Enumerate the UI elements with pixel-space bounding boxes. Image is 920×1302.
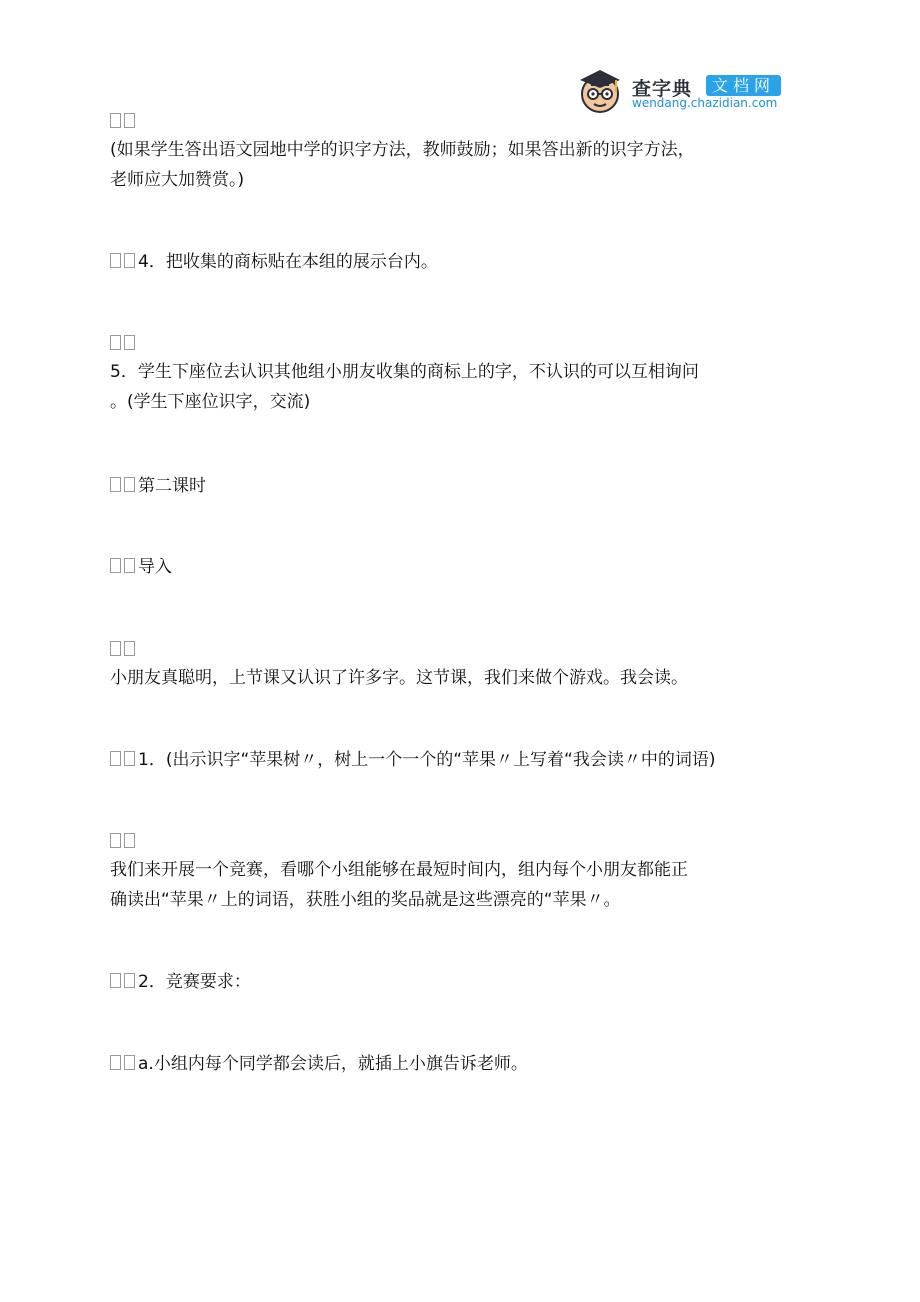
text-line: 小朋友真聪明，上节课又认识了许多字。这节课，我们来做个游戏。我会读。 [110, 668, 688, 688]
placeholder-line [110, 828, 138, 856]
placeholder-line [110, 330, 138, 358]
logo-url: wendang.chazidian.com [632, 96, 778, 110]
text-line: (如果学生答出语文园地中学的识字方法，教师鼓励；如果答出新的识字方法， [110, 140, 695, 160]
section-heading: 导入 [110, 553, 172, 581]
text-line: a.小组内每个同学都会读后，就插上小旗告诉老师。 [110, 1050, 528, 1078]
text-line: 1．(出示识字“苹果树〃，树上一个一个的“苹果〃上写着“我会读〃中的词语) [110, 746, 716, 774]
section-heading: 第二课时 [110, 472, 206, 500]
text-line: 我们来开展一个竞赛，看哪个小组能够在最短时间内，组内每个小朋友都能正 [110, 860, 688, 880]
text-line: 2．竞赛要求： [110, 968, 251, 996]
graduate-mascot-icon [576, 66, 624, 114]
site-logo [576, 66, 806, 116]
text-line: 4．把收集的商标贴在本组的展示台内。 [110, 248, 438, 276]
text-line: 确读出“苹果〃上的词语，获胜小组的奖品就是这些漂亮的“苹果〃。 [110, 890, 621, 910]
placeholder-line [110, 636, 138, 664]
placeholder-line [110, 108, 138, 136]
logo-tag: 文档网 [706, 75, 781, 96]
text-line: 老师应大加赞赏。) [110, 170, 245, 190]
logo-brand: 查字典 [632, 78, 693, 100]
text-line: 5．学生下座位去认识其他组小朋友收集的商标上的字，不认识的可以互相询问 [110, 362, 699, 382]
text-line: 。(学生下座位识字，交流) [110, 392, 311, 412]
